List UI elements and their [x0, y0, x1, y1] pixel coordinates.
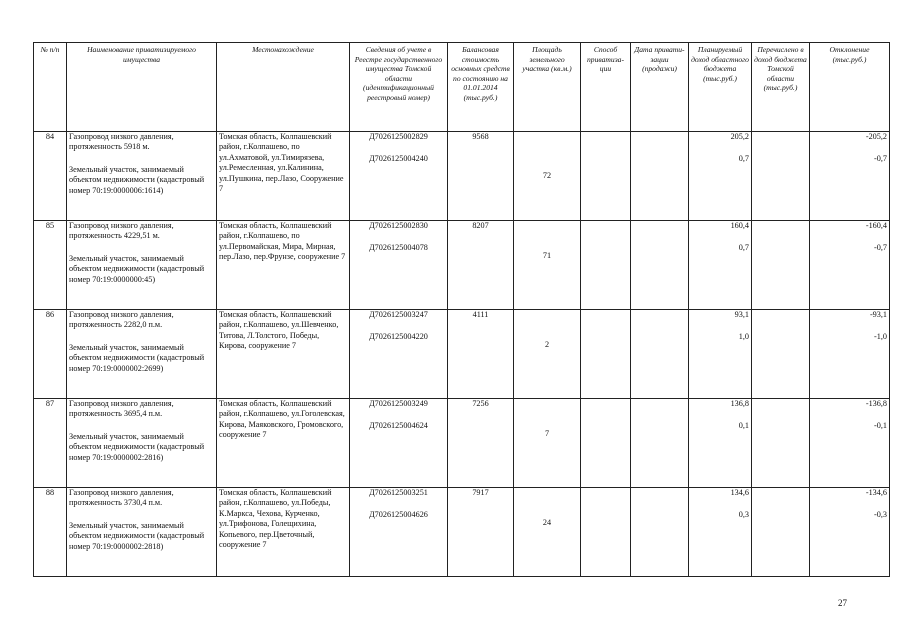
transferred-income [752, 132, 810, 221]
land-area-cell [514, 221, 581, 310]
planned-income-land: 1,0 [738, 332, 749, 342]
balance-value: 7256 [448, 399, 514, 488]
registry-cell [350, 310, 448, 399]
deviation-cell [810, 221, 890, 310]
deviation: -136,8 [865, 399, 887, 408]
planned-income-cell [689, 310, 752, 399]
header-cell: Наименование приватизируемого имущества [67, 43, 217, 132]
property-name: Газопровод низкого давления, протяженность 4229,51 м. [69, 221, 174, 241]
table-row [34, 132, 890, 221]
header-cell: Перечислено в доход бюджета Томской области (тыс.руб.) [752, 43, 810, 132]
planned-income-land: 0,7 [738, 243, 749, 253]
property-name: Газопровод низкого давления, протяженность 3730,4 п.м. [69, 488, 174, 508]
header-cell: Балансовая стоимость основных средств по состоянию на 01.01.2014 (тыс.руб.) [448, 43, 514, 132]
land-plot-name: Земельный участок, занимаемый объектом недвижимости (кадастровый номер 70:19:0000002:2818) [69, 520, 205, 551]
property-name-cell [67, 132, 217, 221]
transferred-income [752, 488, 810, 577]
deviation-cell [810, 399, 890, 488]
deviation-land: -0,7 [874, 243, 887, 253]
page-number: 27 [838, 598, 847, 608]
planned-income-land: 0,7 [738, 154, 749, 164]
privatization-table [33, 42, 890, 577]
land-plot-name: Земельный участок, занимаемый объектом недвижимости (кадастровый номер 70:19:0000000:45) [69, 253, 205, 284]
registry-number-land: Д7026125004240 [369, 154, 428, 164]
registry-cell [350, 399, 448, 488]
property-name-cell [67, 399, 217, 488]
location: Томская область, Колпашевский район, г.Колпашево, по ул.Первомайская, Мира, Мирная, пер.Лазо, пер.Фрунзе, сооружение 7 [217, 221, 350, 310]
registry-number: Д7026125003247 [369, 310, 428, 319]
property-name-cell [67, 488, 217, 577]
registry-cell [350, 132, 448, 221]
registry-number-land: Д7026125004626 [369, 510, 428, 520]
balance-value: 9568 [448, 132, 514, 221]
location: Томская область, Колпашевский район, г.Колпашево, ул.Шевченко, Титова, Л.Толстого, Победы, Кирова, сооружение 7 [217, 310, 350, 399]
planned-income-cell [689, 221, 752, 310]
privatization-date [631, 399, 689, 488]
balance-value: 8207 [448, 221, 514, 310]
land-area-cell [514, 310, 581, 399]
balance-value: 4111 [448, 310, 514, 399]
registry-number: Д7026125002829 [369, 132, 428, 141]
deviation-land: -0,7 [874, 154, 887, 164]
row-number: 88 [34, 488, 67, 577]
row-number: 85 [34, 221, 67, 310]
registry-number-land: Д7026125004624 [369, 421, 428, 431]
land-area: 2 [544, 340, 550, 349]
deviation-cell [810, 310, 890, 399]
deviation-cell [810, 132, 890, 221]
header-cell: Сведения об учете в Реестре государственного имущества Томской области (идентификационный реестровый номер) [350, 43, 448, 132]
land-area-cell [514, 132, 581, 221]
row-number: 87 [34, 399, 67, 488]
privatization-method [581, 221, 631, 310]
table-header-row [34, 43, 890, 132]
planned-income: 93,1 [734, 310, 749, 319]
property-name-cell [67, 310, 217, 399]
table-row [34, 221, 890, 310]
transferred-income [752, 221, 810, 310]
transferred-income [752, 399, 810, 488]
header-cell: Способ приватиза-ции [581, 43, 631, 132]
planned-income-cell [689, 399, 752, 488]
deviation-land: -0,3 [874, 510, 887, 520]
deviation: -205,2 [865, 132, 887, 141]
privatization-date [631, 132, 689, 221]
transferred-income [752, 310, 810, 399]
header-cell: Планируемый доход областного бюджета (тыс.руб.) [689, 43, 752, 132]
header-cell: № п/п [34, 43, 67, 132]
deviation: -160,4 [865, 221, 887, 230]
registry-number: Д7026125003251 [369, 488, 428, 497]
registry-cell [350, 488, 448, 577]
deviation: -93,1 [869, 310, 887, 319]
header-cell: Дата привати-зации (продажи) [631, 43, 689, 132]
privatization-method [581, 399, 631, 488]
planned-income: 136,8 [730, 399, 749, 408]
privatization-date [631, 310, 689, 399]
registry-number: Д7026125002830 [369, 221, 428, 230]
planned-income-land: 0,3 [738, 510, 749, 520]
row-number: 86 [34, 310, 67, 399]
planned-income-cell [689, 488, 752, 577]
land-area: 24 [542, 518, 552, 527]
table-row [34, 399, 890, 488]
location: Томская область, Колпашевский район, г.Колпашево, по ул.Ахматовой, ул.Тимирязева, ул.Ремесленная, ул.Калинина, ул.Пушкина, пер.Лазо, Сооружение 7 [217, 132, 350, 221]
land-area: 71 [542, 251, 552, 260]
property-name: Газопровод низкого давления, протяженность 5918 м. [69, 132, 174, 152]
land-area-cell [514, 399, 581, 488]
registry-number: Д7026125003249 [369, 399, 428, 408]
land-area: 7 [544, 429, 550, 438]
registry-cell [350, 221, 448, 310]
deviation-cell [810, 488, 890, 577]
land-plot-name: Земельный участок, занимаемый объектом недвижимости (кадастровый номер 70:19:0000002:2699) [69, 342, 205, 373]
planned-income-cell [689, 132, 752, 221]
property-name: Газопровод низкого давления, протяженность 2282,0 п.м. [69, 310, 174, 330]
privatization-method [581, 132, 631, 221]
property-name: Газопровод низкого давления, протяженность 3695,4 п.м. [69, 399, 174, 419]
land-area: 72 [542, 171, 552, 180]
deviation-land: -1,0 [874, 332, 887, 342]
row-number: 84 [34, 132, 67, 221]
header-cell: Местонахождение [217, 43, 350, 132]
privatization-method [581, 488, 631, 577]
deviation: -134,6 [865, 488, 887, 497]
land-plot-name: Земельный участок, занимаемый объектом недвижимости (кадастровый номер 70:19:0000002:2816) [69, 431, 205, 462]
planned-income: 160,4 [730, 221, 749, 230]
location: Томская область, Колпашевский район, г.Колпашево, ул.Гоголевская, Кирова, Маяковского, Громовского, сооружение 7 [217, 399, 350, 488]
header-cell: Отклонение (тыс.руб.) [810, 43, 890, 132]
deviation-land: -0,1 [874, 421, 887, 431]
planned-income: 205,2 [730, 132, 749, 141]
land-area-cell [514, 488, 581, 577]
planned-income-land: 0,1 [738, 421, 749, 431]
table-row [34, 488, 890, 577]
registry-number-land: Д7026125004078 [369, 243, 428, 253]
privatization-date [631, 221, 689, 310]
land-plot-name: Земельный участок, занимаемый объектом недвижимости (кадастровый номер 70:19:0000006:1614) [69, 164, 205, 195]
privatization-date [631, 488, 689, 577]
registry-number-land: Д7026125004220 [369, 332, 428, 342]
property-name-cell [67, 221, 217, 310]
planned-income: 134,6 [730, 488, 749, 497]
header-cell: Площадь земельного участка (кв.м.) [514, 43, 581, 132]
table-row [34, 310, 890, 399]
privatization-method [581, 310, 631, 399]
balance-value: 7917 [448, 488, 514, 577]
location: Томская область, Колпашевский район, г.Колпашево, ул.Победы, К.Маркса, Чехова, Курченко, ул.Трифонова, Голещихина, Копьевого, пер.Цветочный, сооружение 7 [217, 488, 350, 577]
